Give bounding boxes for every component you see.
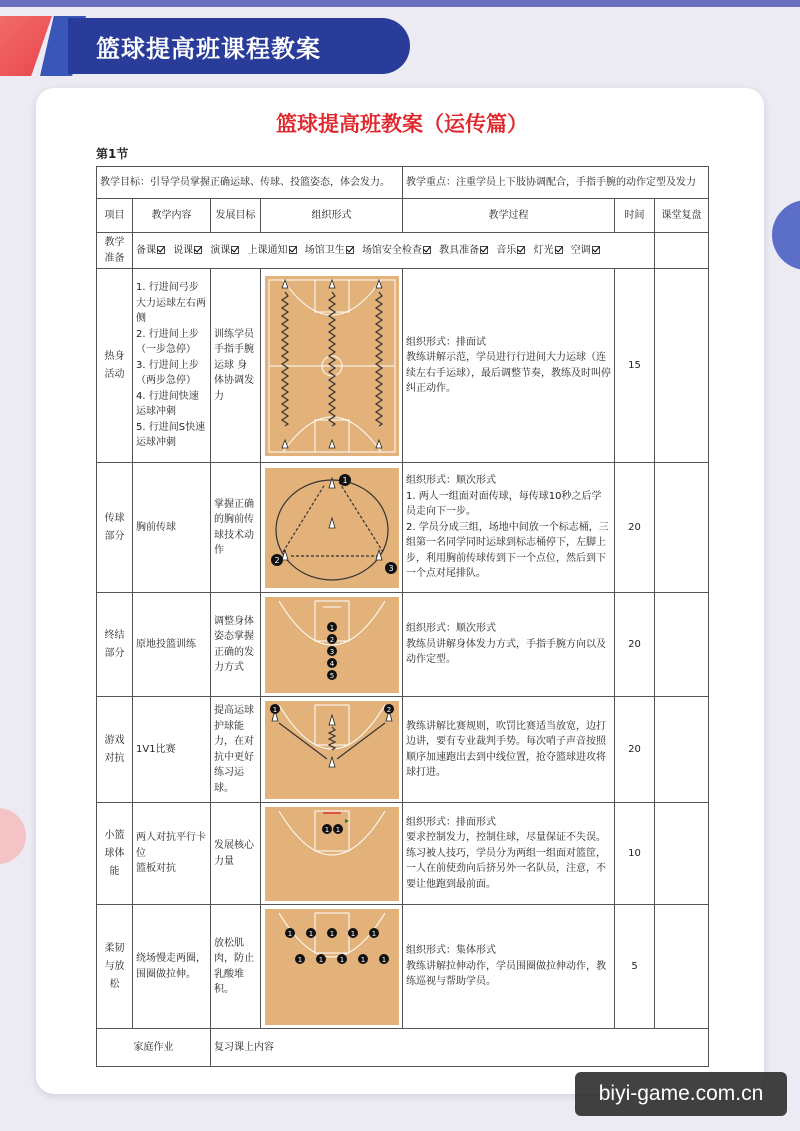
prep-item: 演课: [210, 245, 239, 256]
header-goal: 发展目标: [211, 199, 261, 233]
shooting-court-diagram: [265, 597, 399, 693]
row-time: 10: [615, 803, 655, 905]
header-item: 项目: [97, 199, 133, 233]
prep-checklist: [133, 233, 655, 269]
warmup-court-diagram: [265, 276, 399, 456]
row-time: 15: [615, 269, 655, 463]
row-review: [655, 803, 709, 905]
row-review: [655, 269, 709, 463]
prep-item: 场馆安全检查: [362, 245, 431, 256]
diagram-player-label: 2: [273, 555, 280, 565]
row-review: [655, 697, 709, 803]
homework-label: 家庭作业: [97, 1029, 211, 1067]
teaching-goal: 教学目标：引导学员掌握正确运球、传球、投篮姿态，体会发力。: [97, 167, 403, 199]
row-item: 热身活动: [97, 269, 133, 463]
banner-title: 篮球提高班课程教案: [96, 34, 321, 63]
diagram-player-label: 1: [339, 955, 344, 964]
row-content: 绕场慢走两圈，围圈做拉伸。: [133, 905, 211, 1029]
goal-row: [97, 167, 709, 199]
table-row: [97, 269, 709, 463]
diagram-player-label: 1: [308, 929, 313, 938]
prep-label: 教学准备: [97, 233, 133, 269]
diagram-player-label: 3: [329, 647, 334, 656]
teaching-focus: 教学重点：注重学员上下肢协调配合，手指手腕的动作定型及发力: [403, 167, 709, 199]
table-row: [97, 593, 709, 697]
row-process: 教练讲解比赛规则，吹罚比赛适当放宽，边打边讲，要有专业裁判手势。每次哨子声音按照顺序加速跑出去到中线位置，抢夺篮球进攻将球打进。: [403, 697, 615, 803]
row-process: 组织形式：排面试 教练讲解示范，学员进行行进间大力运球（连续左右手运球），最后调整节奏，教练及时叫停纠正动作。: [403, 269, 615, 463]
table-row: [97, 905, 709, 1029]
row-time: 20: [615, 697, 655, 803]
decorative-circle-right: [772, 200, 800, 270]
lesson-plan-table: [96, 166, 709, 1067]
row-review: [655, 463, 709, 593]
row-diagram: [261, 269, 403, 463]
row-goal: 提高运球护球能力，在对抗中更好练习运球。: [211, 697, 261, 803]
row-process: 组织形式：集体形式 教练讲解拉伸动作，学员围圈做拉伸动作，教练巡视与帮助学员。: [403, 905, 615, 1029]
site-watermark: biyi-game.com.cn: [575, 1072, 787, 1116]
diagram-player-label: 1: [287, 929, 292, 938]
row-diagram: [261, 803, 403, 905]
prep-review: [655, 233, 709, 269]
checkbox-icon: [555, 246, 563, 254]
row-content: 1V1比赛: [133, 697, 211, 803]
row-content: 胸前传球: [133, 463, 211, 593]
checkbox-icon: [157, 246, 165, 254]
checkbox-icon: [480, 246, 488, 254]
homework-content: 复习课上内容: [211, 1029, 709, 1067]
row-process: 组织形式：排面形式 要求控制发力，控制住球，尽量保证不失误。练习被人技巧，学员分为两组一组面对篮筐，一人在前使劲向后挤另外一名队员，注意，不要让他跑到最前面。: [403, 803, 615, 905]
header-review: 课堂复盘: [655, 199, 709, 233]
diagram-player-label: 1: [297, 955, 302, 964]
row-diagram: [261, 697, 403, 803]
diagram-player-label: 1: [335, 825, 340, 834]
diagram-player-label: 1: [329, 623, 334, 632]
prep-item: 空调: [571, 245, 600, 256]
row-item: 终结部分: [97, 593, 133, 697]
header-process: 教学过程: [403, 199, 615, 233]
diagram-player-label: 1: [341, 475, 348, 485]
row-process: 组织形式：顺次形式 1. 两人一组面对面传球，每传球10秒之后学员走向下一步。 2. 学员分成三组，场地中间放一个标志桶，三组第一名同学同时运球到标志桶停下，左脚上步，利用胸前传球传到下一个点位，然后到下一个点对尾排队。: [403, 463, 615, 593]
prep-item: 上课通知: [248, 245, 297, 256]
diagram-player-label: 2: [386, 705, 391, 714]
row-goal: 放松肌肉，防止乳酸堆积。: [211, 905, 261, 1029]
row-goal: 掌握正确的胸前传球技术动作: [211, 463, 261, 593]
row-goal: 训练学员手指手腕运球 身体协调发力: [211, 269, 261, 463]
header-content: 教学内容: [133, 199, 211, 233]
row-content: 两人对抗平行卡位 篮板对抗: [133, 803, 211, 905]
diagram-player-label: 5: [329, 671, 334, 680]
row-time: 20: [615, 463, 655, 593]
row-goal: 调整身体姿态掌握正确的发力方式: [211, 593, 261, 697]
decorative-circle-left: [0, 808, 26, 864]
row-diagram: [261, 463, 403, 593]
header-row: [97, 199, 709, 233]
row-content: 原地投篮训练: [133, 593, 211, 697]
row-item: 小篮球体能: [97, 803, 133, 905]
diagram-player-label: 1: [272, 705, 277, 714]
row-item: 传球部分: [97, 463, 133, 593]
diagram-player-label: 1: [324, 825, 329, 834]
prep-item: 教具准备: [439, 245, 488, 256]
row-item: 柔韧与放松: [97, 905, 133, 1029]
header-banner: [68, 18, 410, 74]
checkbox-icon: [289, 246, 297, 254]
diagram-player-label: 1: [329, 929, 334, 938]
table-row: [97, 463, 709, 593]
checkbox-icon: [517, 246, 525, 254]
checkbox-icon: [423, 246, 431, 254]
document-title: 篮球提高班教案（运传篇）: [276, 112, 528, 136]
diagram-player-label: 1: [350, 929, 355, 938]
row-diagram: [261, 593, 403, 697]
diagram-player-label: 1: [371, 929, 376, 938]
checkbox-icon: [231, 246, 239, 254]
passing-court-diagram: [265, 468, 399, 588]
checkbox-icon: [592, 246, 600, 254]
homework-row: [97, 1029, 709, 1067]
table-row: [97, 697, 709, 803]
row-review: [655, 905, 709, 1029]
diagram-player-label: 3: [387, 563, 394, 573]
section-label: 第1节: [96, 147, 129, 161]
header-time: 时间: [615, 199, 655, 233]
diagram-player-label: 1: [318, 955, 323, 964]
checkbox-icon: [346, 246, 354, 254]
prep-row: [97, 233, 709, 269]
row-goal: 发展核心力量: [211, 803, 261, 905]
stretching-court-diagram: [265, 909, 399, 1025]
table-row: [97, 803, 709, 905]
row-diagram: [261, 905, 403, 1029]
row-process: 组织形式：顺次形式 教练员讲解身体发力方式，手指手腕方向以及动作定型。: [403, 593, 615, 697]
row-review: [655, 593, 709, 697]
diagram-player-label: 4: [329, 659, 334, 668]
game-court-diagram: [265, 701, 399, 799]
row-content: 1. 行进间弓步大力运球左右两侧 2. 行进间上步（一步急停） 3. 行进间上步（两步急停） 4. 行进间快速运球冲刺 5. 行进间S快速运球冲刺: [133, 269, 211, 463]
prep-item: 音乐: [496, 245, 525, 256]
prep-item: 说课: [173, 245, 202, 256]
diagram-player-label: 2: [329, 635, 334, 644]
diagram-player-label: 1: [381, 955, 386, 964]
checkbox-icon: [194, 246, 202, 254]
row-time: 5: [615, 905, 655, 1029]
row-time: 20: [615, 593, 655, 697]
prep-item: 场馆卫生: [305, 245, 354, 256]
row-item: 游戏对抗: [97, 697, 133, 803]
diagram-player-label: 1: [360, 955, 365, 964]
header-organization: 组织形式: [261, 199, 403, 233]
prep-item: 备课: [136, 245, 165, 256]
fitness-court-diagram: [265, 807, 399, 901]
prep-item: 灯光: [534, 245, 563, 256]
top-accent-bar: [0, 0, 800, 7]
